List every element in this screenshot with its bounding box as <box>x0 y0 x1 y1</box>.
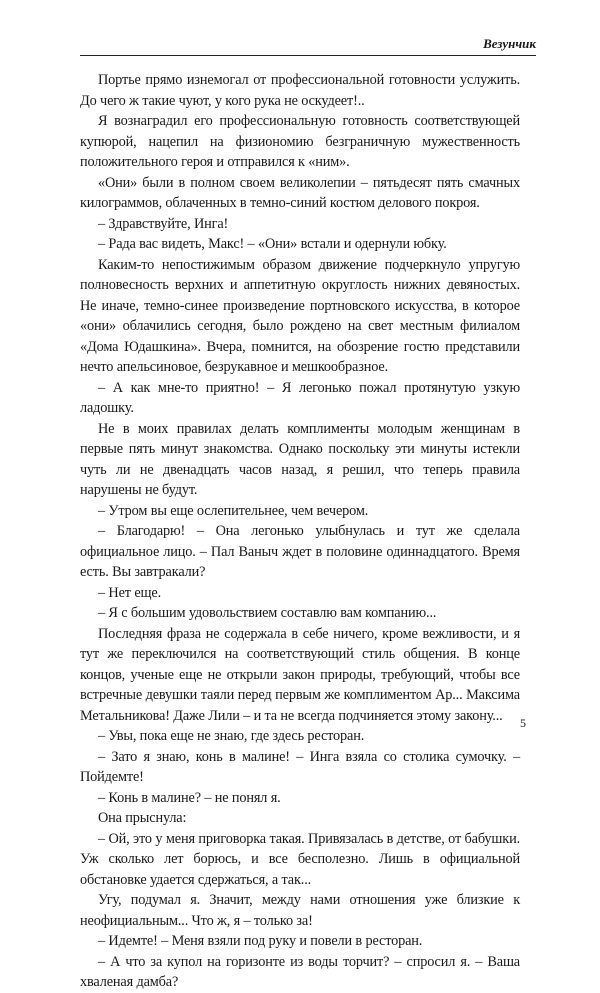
running-title: Везунчик <box>483 36 536 51</box>
paragraph: – Ой, это у меня приговорка такая. Привязалась в детстве, от бабушки. Уж сколько лет борюсь, и все бесполезно. Лишь в официальной обстановке удается сдержаться, а так... <box>80 830 520 888</box>
paragraph: «Они» были в полном своем великолепии – пятьдесят пять смачных килограммов, облаченных в темно-синий костюм делового покроя. <box>80 174 520 211</box>
paragraph: – А что за купол на горизонте из воды торчит? – спросил я. – Ваша хваленая дамба? <box>80 953 520 990</box>
paragraph: Угу, подумал я. Значит, между нами отношения уже близкие к неофициальным... Что ж, я – только за! <box>80 892 520 929</box>
paragraph: – Нет еще. <box>98 584 161 601</box>
paragraph: – Зато я знаю, конь в малине! – Инга взяла со столика сумочку. – Пойдемте! <box>80 748 520 785</box>
text-body <box>80 70 520 993</box>
page-number: 5 <box>520 716 526 730</box>
paragraph: Я вознаградил его профессиональную готовность соответствующей купюрой, нацепил на физиономию безграничную мужественность положительного героя и отправился к «ним». <box>80 113 520 170</box>
paragraph: Она прыснула: <box>98 810 187 826</box>
paragraph: – Я с большим удовольствием составлю вам компанию... <box>98 605 437 621</box>
paragraph: – Благодарю! – Она легонько улыбнулась и тут же сделала официальное лицо. – Пал Ваныч ждет в половине одиннадцатого. Время есть. Вы завтракали? <box>80 523 520 580</box>
paragraph: Не в моих правилах делать комплименты молодым женщинам в первые пять минут знакомства. Однако поскольку эти минуты истекли чуть ли не двенадцать часов назад, я решил, что теперь правила нарушены не будут. <box>80 420 520 498</box>
paragraph: – Рада вас видеть, Макс! – «Они» встали и одернули юбку. <box>98 236 447 252</box>
paragraph: – Конь в малине? – не понял я. <box>98 789 281 806</box>
paragraph: Последняя фраза не содержала в себе ничего, кроме вежливости, и я тут же переключился на соответствующий стиль общения. В конце концов, ученые еще не открыли закон природы, требующий, чтобы все встречные девушки таяли перед первым же комплиментом Ар... Максима Метальникова! Даже Лили – и та не всегда подчиняется этому закону... <box>80 625 520 724</box>
paragraph: – Идемте! – Меня взяли под руку и повели в ресторан. <box>98 933 423 949</box>
paragraph: Портье прямо изнемогал от профессиональной готовности услужить. До чего ж такие чуют, у кого рука не оскудеет!.. <box>80 72 520 109</box>
paragraph: – А как мне-то приятно! – Я легонько пожал протянутую узкую ладошку. <box>80 379 520 416</box>
paragraph: – Увы, пока еще не знаю, где здесь ресторан. <box>98 728 365 744</box>
paragraph: – Здравствуйте, Инга! <box>98 215 229 232</box>
header-rule <box>80 55 536 56</box>
paragraph: – Утром вы еще ослепительнее, чем вечером. <box>98 502 369 519</box>
paragraph: Каким-то непостижимым образом движение подчеркнуло упругую полновесность верхних и аппетитную округлость нижних девяностых. Не иначе, темно-синее произведение портновского искусства, в которое «они» облачились сегодня, было рождено на свет местным филиалом «Дома Юдашкина». Вчера, помнится, на обозрение гостю представили нечто апельсиновое, безрукавное и мешкообразное. <box>80 256 520 375</box>
